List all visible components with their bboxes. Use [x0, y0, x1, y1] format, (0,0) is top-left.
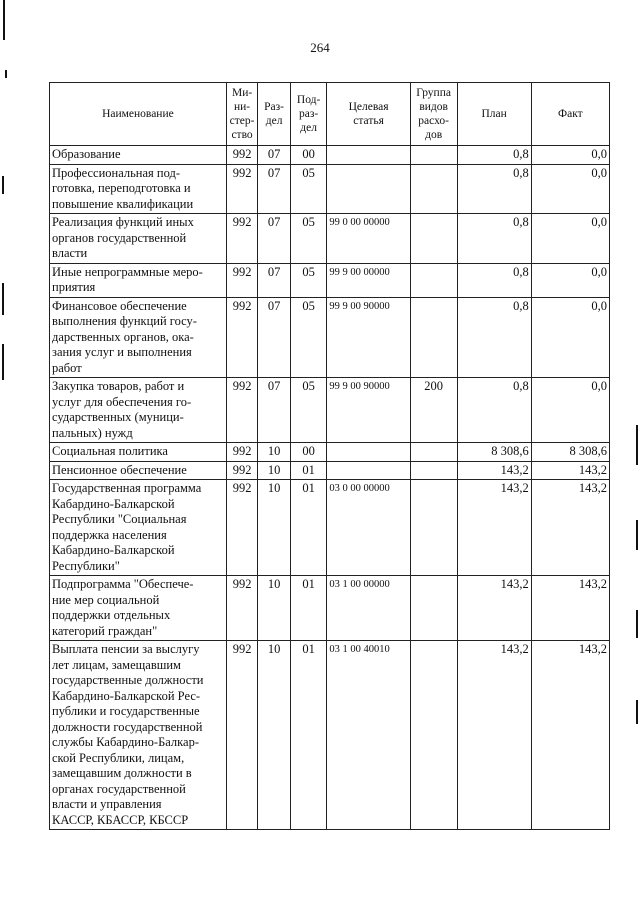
budget-table	[49, 82, 610, 830]
table-row	[50, 146, 610, 165]
cell-target	[327, 164, 410, 214]
scan-edge-mark	[636, 520, 638, 550]
cell-ministry: 992	[226, 263, 258, 297]
cell-name: Социальная политика	[50, 443, 227, 462]
cell-plan: 143,2	[457, 576, 531, 641]
cell-target	[327, 443, 410, 462]
page-number: 264	[310, 40, 330, 55]
cell-subsection: 05	[290, 164, 327, 214]
cell-name: Образование	[50, 146, 227, 165]
cell-fact: 143,2	[531, 576, 609, 641]
table-row	[50, 164, 610, 214]
cell-name: Реализация функций иных органов государственной власти	[50, 214, 227, 264]
cell-fact: 143,2	[531, 641, 609, 830]
cell-ministry: 992	[226, 480, 258, 576]
cell-subsection: 05	[290, 297, 327, 378]
cell-section: 07	[258, 164, 291, 214]
header-fact: Факт	[531, 83, 609, 146]
cell-section: 07	[258, 378, 291, 443]
cell-section: 07	[258, 146, 291, 165]
cell-ministry: 992	[226, 461, 258, 480]
table-header-row	[50, 83, 610, 146]
cell-fact: 0,0	[531, 378, 609, 443]
cell-fact: 0,0	[531, 164, 609, 214]
cell-name: Государственная программа Кабардино-Балкарской Республики "Социальная поддержка населения Кабардино-Балкарской Республики"	[50, 480, 227, 576]
table-row	[50, 263, 610, 297]
table-row	[50, 641, 610, 830]
cell-expense-group	[410, 461, 457, 480]
header-expense-group: Группа видов расхо- дов	[410, 83, 457, 146]
cell-target: 99 0 00 00000	[327, 214, 410, 264]
cell-fact: 0,0	[531, 263, 609, 297]
cell-plan: 0,8	[457, 214, 531, 264]
cell-ministry: 992	[226, 378, 258, 443]
scan-edge-mark	[636, 425, 638, 465]
scan-edge-mark	[2, 344, 4, 380]
cell-subsection: 00	[290, 443, 327, 462]
cell-plan: 0,8	[457, 146, 531, 165]
cell-ministry: 992	[226, 576, 258, 641]
header-name: Наименование	[50, 83, 227, 146]
cell-target	[327, 461, 410, 480]
table-row	[50, 461, 610, 480]
scan-edge-mark	[636, 610, 638, 638]
cell-subsection: 01	[290, 576, 327, 641]
cell-section: 10	[258, 576, 291, 641]
cell-section: 07	[258, 263, 291, 297]
cell-target	[327, 146, 410, 165]
table-row	[50, 443, 610, 462]
cell-target: 99 9 00 90000	[327, 297, 410, 378]
cell-fact: 0,0	[531, 146, 609, 165]
header-subsection: Под- раз- дел	[290, 83, 327, 146]
cell-fact: 143,2	[531, 480, 609, 576]
cell-fact: 0,0	[531, 297, 609, 378]
cell-plan: 0,8	[457, 297, 531, 378]
cell-target: 03 1 00 00000	[327, 576, 410, 641]
cell-expense-group	[410, 214, 457, 264]
cell-subsection: 01	[290, 461, 327, 480]
header-plan: План	[457, 83, 531, 146]
cell-ministry: 992	[226, 641, 258, 830]
table-row	[50, 576, 610, 641]
cell-fact: 8 308,6	[531, 443, 609, 462]
cell-plan: 0,8	[457, 263, 531, 297]
cell-name: Финансовое обеспечение выполнения функций госу- дарственных органов, ока- зания услуг и выполнения работ	[50, 297, 227, 378]
cell-ministry: 992	[226, 297, 258, 378]
table-row	[50, 480, 610, 576]
cell-expense-group	[410, 146, 457, 165]
cell-subsection: 01	[290, 480, 327, 576]
cell-plan: 143,2	[457, 641, 531, 830]
header-target: Целевая статья	[327, 83, 410, 146]
cell-expense-group	[410, 263, 457, 297]
cell-name: Выплата пенсии за выслугу лет лицам, замещавшим государственные должности Кабардино-Балкарской Рес- публики и государственные должности государственной службы Кабардино-Балкар- ской Республики, лицам, замещавшим должности в органах государственной власти и управления КАССР, КБАССР, КБССР	[50, 641, 227, 830]
header-section: Раз- дел	[258, 83, 291, 146]
cell-name: Закупка товаров, работ и услуг для обеспечения го- сударственных (муници- пальных) нужд	[50, 378, 227, 443]
table-row	[50, 297, 610, 378]
cell-ministry: 992	[226, 443, 258, 462]
cell-target: 99 9 00 90000	[327, 378, 410, 443]
cell-subsection: 00	[290, 146, 327, 165]
cell-section: 10	[258, 443, 291, 462]
scan-edge-mark	[3, 0, 5, 40]
scan-edge-mark	[2, 283, 4, 315]
cell-expense-group	[410, 641, 457, 830]
cell-target: 99 9 00 00000	[327, 263, 410, 297]
table-row	[50, 378, 610, 443]
cell-expense-group: 200	[410, 378, 457, 443]
cell-ministry: 992	[226, 214, 258, 264]
header-ministry: Ми- ни- стер- ство	[226, 83, 258, 146]
cell-target: 03 1 00 40010	[327, 641, 410, 830]
cell-subsection: 01	[290, 641, 327, 830]
cell-target: 03 0 00 00000	[327, 480, 410, 576]
cell-section: 10	[258, 461, 291, 480]
cell-name: Пенсионное обеспечение	[50, 461, 227, 480]
cell-expense-group	[410, 297, 457, 378]
cell-section: 10	[258, 641, 291, 830]
cell-fact: 0,0	[531, 214, 609, 264]
cell-plan: 143,2	[457, 461, 531, 480]
scan-edge-mark	[2, 176, 4, 194]
cell-expense-group	[410, 576, 457, 641]
cell-name: Подпрограмма "Обеспече- ние мер социальной поддержки отдельных категорий граждан"	[50, 576, 227, 641]
cell-section: 07	[258, 297, 291, 378]
cell-expense-group	[410, 164, 457, 214]
cell-fact: 143,2	[531, 461, 609, 480]
cell-subsection: 05	[290, 378, 327, 443]
scan-edge-mark	[5, 70, 7, 78]
cell-name: Иные непрограммные меро- приятия	[50, 263, 227, 297]
cell-ministry: 992	[226, 164, 258, 214]
cell-name: Профессиональная под- готовка, переподготовка и повышение квалификации	[50, 164, 227, 214]
cell-plan: 8 308,6	[457, 443, 531, 462]
cell-plan: 0,8	[457, 164, 531, 214]
cell-expense-group	[410, 480, 457, 576]
cell-subsection: 05	[290, 214, 327, 264]
cell-section: 10	[258, 480, 291, 576]
scan-edge-mark	[636, 700, 638, 724]
cell-section: 07	[258, 214, 291, 264]
cell-plan: 0,8	[457, 378, 531, 443]
cell-ministry: 992	[226, 146, 258, 165]
cell-subsection: 05	[290, 263, 327, 297]
cell-plan: 143,2	[457, 480, 531, 576]
table-row	[50, 214, 610, 264]
cell-expense-group	[410, 443, 457, 462]
